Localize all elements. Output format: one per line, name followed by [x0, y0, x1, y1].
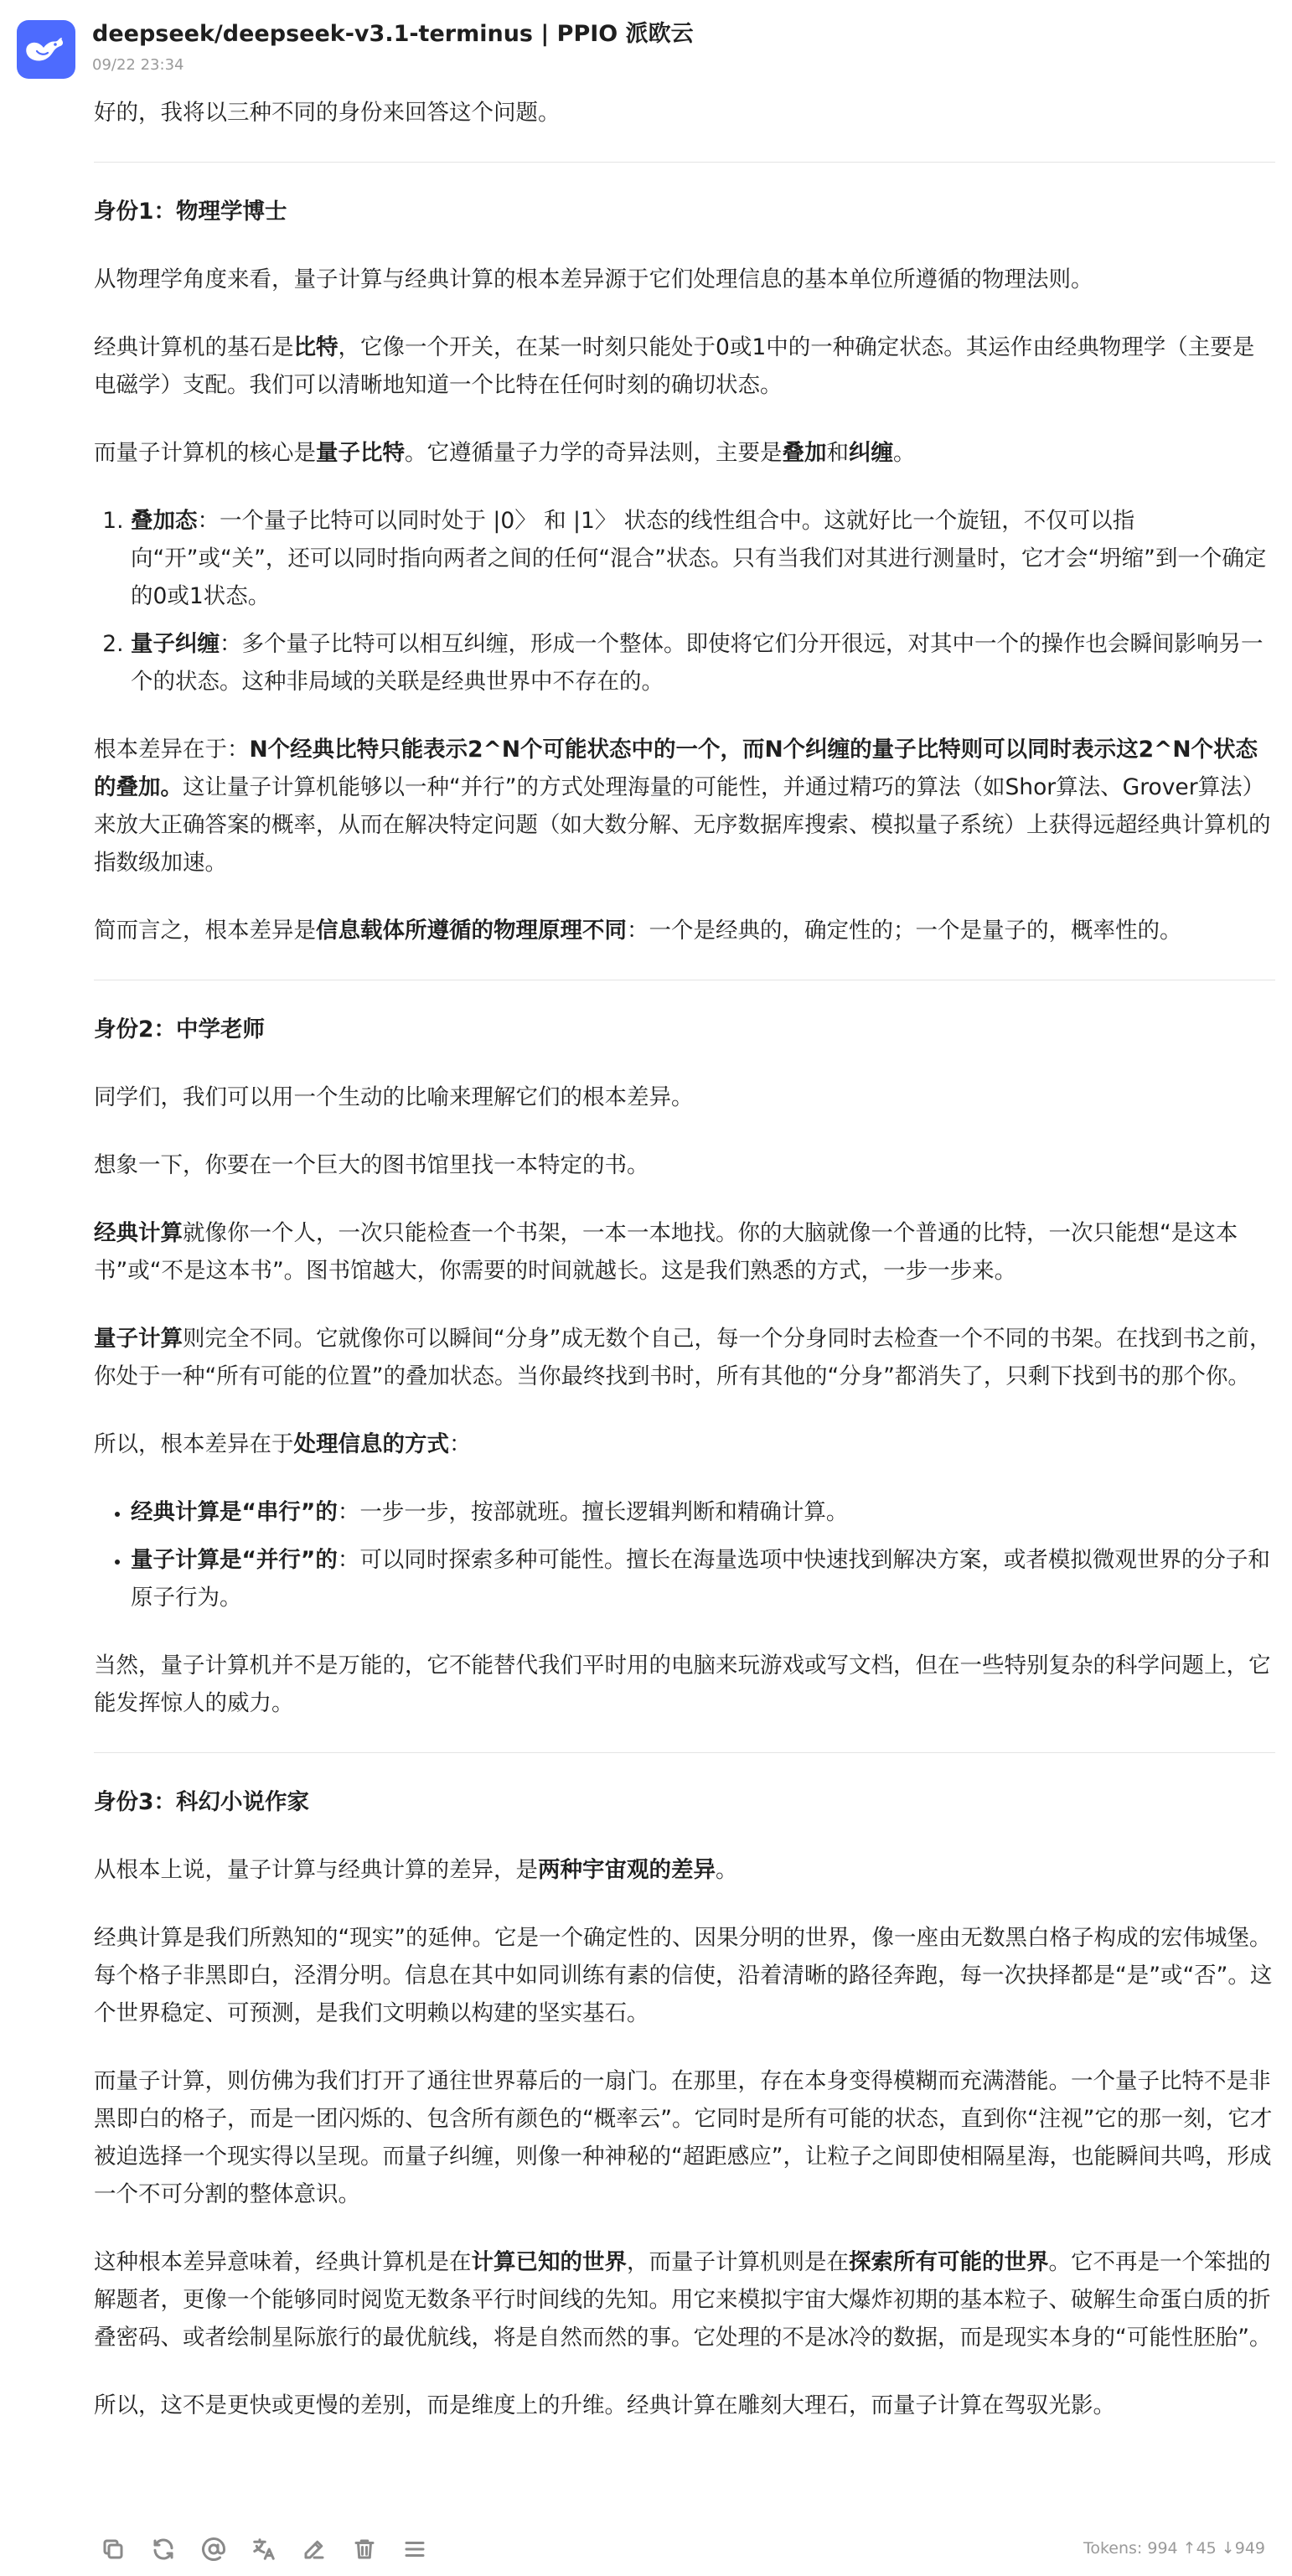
bold-text: 经典计算是“串行”的	[131, 1499, 338, 1525]
bold-text: 叠加	[782, 440, 827, 466]
timestamp: 09/22 23:34	[92, 56, 184, 74]
text-span: ：一个是经典的，确定性的；一个是量子的，概率性的。	[627, 918, 1182, 944]
edit-button[interactable]	[295, 2531, 333, 2568]
list-item	[131, 1493, 1275, 1531]
paragraph: 当然，量子计算机并不是万能的，它不能替代我们平时用的电脑来玩游戏或写文档，但在一些特别复杂的科学问题上，它能发挥惊人的威力。	[94, 1653, 1271, 1716]
copy-button[interactable]	[94, 2531, 132, 2568]
bold-text: N个经典比特只能表示2^N个可能状态中的一个，而N个纠缠的量子比特则可以同时表示这2^N个状态的叠加。	[94, 737, 1258, 800]
text-span: ，而量子计算机则是在	[627, 2249, 849, 2275]
bold-text: 经典计算	[94, 1220, 183, 1246]
bold-text: 量子比特	[316, 440, 405, 466]
message-toolbar	[94, 2531, 434, 2568]
text-span: 简而言之，根本差异是	[94, 918, 316, 944]
mention-icon	[201, 2537, 226, 2562]
divider	[94, 162, 1275, 163]
text-span: 这种根本差异意味着，经典计算机是在	[94, 2249, 472, 2275]
paragraph	[94, 2243, 1275, 2356]
text-span: 。	[716, 1857, 738, 1883]
paragraph: 所以，这不是更快或更慢的差别，而是维度上的升维。经典计算在雕刻大理石，而量子计算在驾驭光影。	[94, 2392, 1115, 2418]
section-heading-teacher: 身份2：中学老师	[94, 1016, 265, 1042]
paragraph: 而量子计算，则仿佛为我们打开了通往世界幕后的一扇门。在那里，存在本身变得模糊而充满潜能。一个量子比特不是非黑即白的格子，而是一团闪烁的、包含所有颜色的“概率云”。它同时是所有可能的状态，直到你“注视”它的那一刻，它才被迫选择一个现实得以呈现。而量子纠缠，则像一种神秘的“超距感应”，让粒子之间即使相隔星海，也能瞬间共鸣，形成一个不可分割的整体意识。	[94, 2068, 1273, 2207]
text-span: 根本差异在于：	[94, 737, 250, 763]
bold-text: 量子计算	[94, 1326, 183, 1352]
paragraph	[94, 1214, 1275, 1290]
text-span: 所以，根本差异在于	[94, 1431, 294, 1457]
delete-button[interactable]	[345, 2531, 384, 2568]
bold-text: 纠缠	[849, 440, 893, 466]
bold-text: 两种宇宙观的差异	[538, 1857, 716, 1883]
regenerate-icon	[151, 2537, 176, 2562]
paragraph	[94, 328, 1275, 404]
bold-text: 比特	[293, 334, 339, 360]
text-span: ，它像一个开关，在某一时刻只能处于0或1中的一种确定状态。其运作由经典物理学（主要是电磁学）支配。我们可以清晰地知道一个比特在任何时刻的确切状态。	[94, 334, 1255, 398]
divider	[94, 1752, 1275, 1753]
paragraph	[94, 1851, 1275, 1889]
translate-icon	[251, 2537, 276, 2562]
token-count: Tokens: 994 ↑45 ↓949	[1083, 2539, 1265, 2558]
numbered-list	[94, 502, 1275, 701]
deepseek-whale-icon	[25, 33, 67, 66]
text-span: 而量子计算机的核心是	[94, 440, 316, 466]
delete-icon	[352, 2537, 377, 2562]
paragraph: 同学们，我们可以用一个生动的比喻来理解它们的根本差异。	[94, 1084, 694, 1110]
menu-icon	[402, 2537, 427, 2562]
text-span: 。它遵循量子力学的奇异法则，主要是	[405, 440, 783, 466]
bold-text: 探索所有可能的世界	[849, 2249, 1049, 2275]
list-item	[131, 502, 1275, 615]
text-span: 。它不再是一个笨拙的解题者，更像一个能够同时阅览无数条平行时间线的先知。用它来模拟宇宙大爆炸初期的基本粒子、破解生命蛋白质的折叠密码、或者绘制星际旅行的最优航线，将是自然而然的事。它处理的不是冰冷的数据，而是现实本身的“可能性胚胎”。	[94, 2249, 1272, 2351]
copy-icon	[101, 2537, 126, 2562]
bold-text: 量子纠缠	[131, 631, 220, 657]
avatar	[17, 20, 75, 79]
paragraph	[94, 731, 1275, 882]
text-span: 这让量子计算机能够以一种“并行”的方式处理海量的可能性，并通过精巧的算法（如Shor算法、Grover算法）来放大正确答案的概率，从而在解决特定问题（如大数分解、无序数据库搜索、模拟量子系统）上获得远超经典计算机的指数级加速。	[94, 774, 1271, 876]
text-span: ：多个量子比特可以相互纠缠，形成一个整体。即使将它们分开很远，对其中一个的操作也会瞬间影响另一个的状态。这种非局域的关联是经典世界中不存在的。	[131, 631, 1264, 695]
text-span: ：一步一步，按部就班。擅长逻辑判断和精确计算。	[337, 1499, 849, 1525]
paragraph	[94, 1425, 1275, 1463]
text-span: 。	[893, 440, 916, 466]
bold-text: 叠加态	[131, 508, 198, 534]
bold-text: 计算已知的世界	[471, 2249, 627, 2275]
section-heading-scifi-writer: 身份3：科幻小说作家	[94, 1789, 309, 1815]
text-span: ：一个量子比特可以同时处于 |0〉 和 |1〉 状态的线性组合中。这就好比一个旋钮，不仅可以指向“开”或“关”，还可以同时指向两者之间的任何“混合”状态。只有当我们对其进行测量时，它才会“坍缩”到一个确定的0或1状态。	[131, 508, 1267, 609]
mention-button[interactable]	[194, 2531, 233, 2568]
menu-button[interactable]	[395, 2531, 434, 2568]
list-item	[131, 1541, 1275, 1616]
text-span: 和	[826, 440, 849, 466]
paragraph	[94, 1320, 1275, 1395]
bold-text: 处理信息的方式	[293, 1431, 449, 1457]
paragraph: 想象一下，你要在一个巨大的图书馆里找一本特定的书。	[94, 1152, 649, 1178]
text-span: 则完全不同。它就像你可以瞬间“分身”成无数个自己，每一个分身同时去检查一个不同的书架。在找到书之前，你处于一种“所有可能的位置”的叠加状态。当你最终找到书时，所有其他的“分身”都消失了，只剩下找到书的那个你。	[94, 1326, 1272, 1389]
intro-paragraph: 好的，我将以三种不同的身份来回答这个问题。	[94, 100, 561, 126]
regenerate-button[interactable]	[144, 2531, 183, 2568]
text-span: ：	[449, 1431, 472, 1457]
text-span: 就像你一个人，一次只能检查一个书架，一本一本地找。你的大脑就像一个普通的比特，一次只能想“是这本书”或“不是这本书”。图书馆越大，你需要的时间就越长。这是我们熟悉的方式，一步一步来。	[94, 1220, 1238, 1284]
translate-button[interactable]	[245, 2531, 283, 2568]
text-span: 经典计算机的基石是	[94, 334, 294, 360]
model-name: deepseek/deepseek-v3.1-terminus | PPIO 派欧云	[92, 21, 694, 47]
bold-text: 信息载体所遵循的物理原理不同	[316, 918, 627, 944]
bullet-list	[94, 1493, 1275, 1616]
message-body	[94, 94, 1275, 2454]
bold-text: 量子计算是“并行”的	[131, 1547, 338, 1573]
paragraph	[94, 912, 1275, 949]
paragraph	[94, 434, 1275, 472]
paragraph: 经典计算是我们所熟知的“现实”的延伸。它是一个确定性的、因果分明的世界，像一座由无数黑白格子构成的宏伟城堡。每个格子非黑即白，泾渭分明。信息在其中如同训练有素的信使，沿着清晰的路径奔跑，每一次抉择都是“是”或“否”。这个世界稳定、可预测，是我们文明赖以构建的坚实基石。	[94, 1925, 1273, 2026]
text-span: ：可以同时探索多种可能性。擅长在海量选项中快速找到解决方案，或者模拟微观世界的分子和原子行为。	[131, 1547, 1270, 1611]
paragraph: 从物理学角度来看，量子计算与经典计算的根本差异源于它们处理信息的基本单位所遵循的物理法则。	[94, 266, 1093, 292]
edit-icon	[302, 2537, 327, 2562]
text-span: 从根本上说，量子计算与经典计算的差异，是	[94, 1857, 538, 1883]
section-heading-physicist: 身份1：物理学博士	[94, 199, 287, 225]
list-item	[131, 625, 1275, 701]
